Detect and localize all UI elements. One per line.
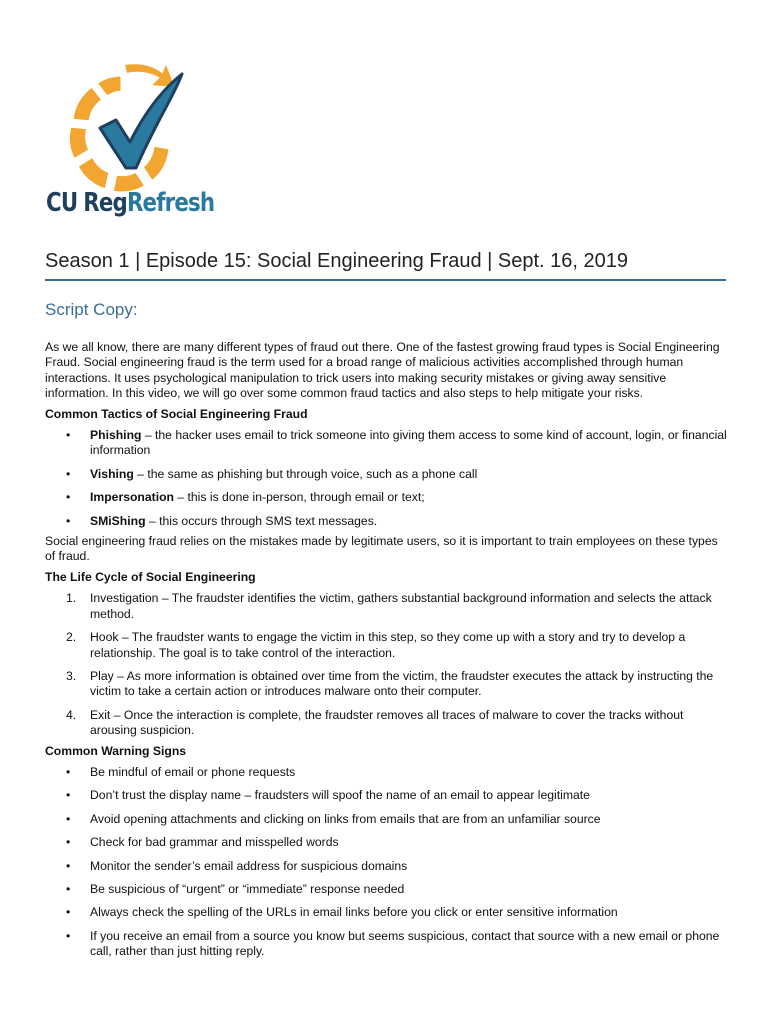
- tactic-term: Impersonation: [90, 490, 174, 505]
- warning-text: Always check the spelling of the URLs in email links before you click or enter sensitive information: [90, 905, 618, 920]
- ring-segment: [77, 156, 110, 190]
- logo-wordmark: [46, 188, 214, 218]
- list-item: [45, 905, 730, 920]
- warning-text: Be mindful of email or phone requests: [90, 764, 296, 779]
- ring-segment: [142, 145, 170, 182]
- warning-text: Monitor the sender’s email address for suspicious domains: [90, 858, 408, 873]
- lifecycle-text: Exit – Once the interaction is complete, the fraudster removes all traces of malware to cover the tracks without arousing suspicion.: [90, 707, 684, 738]
- bullet-icon: •: [66, 835, 71, 850]
- warning-text: Be suspicious of “urgent” or “immediate” response needed: [90, 881, 405, 896]
- list-item: [45, 630, 730, 661]
- warning-text: Avoid opening attachments and clicking on links from emails that are from an unfamiliar source: [90, 811, 601, 826]
- logo-text-refresh: Refresh: [126, 188, 215, 218]
- list-item: [45, 859, 730, 874]
- tactics-heading: Common Tactics of Social Engineering Fraud: [45, 406, 308, 421]
- warning-text: Check for bad grammar and misspelled words: [90, 835, 339, 850]
- tactics-list: [45, 428, 730, 529]
- title-divider: [45, 279, 726, 281]
- list-item: [45, 835, 730, 850]
- list-item: [45, 514, 730, 529]
- tactic-term: Phishing: [90, 428, 142, 443]
- section-subtitle: Script Copy:: [45, 300, 138, 319]
- warning-text: If you receive an email from a source you know but seems suspicious, contact that source with a new email or phone call, rather than just hitting reply.: [90, 928, 720, 959]
- list-item: [45, 591, 730, 622]
- bullet-icon: •: [66, 905, 71, 920]
- list-number: 1.: [66, 591, 77, 606]
- list-number: 4.: [66, 707, 77, 722]
- page-title: Season 1 | Episode 15: Social Engineering Fraud | Sept. 16, 2019: [45, 250, 629, 272]
- list-item: [45, 669, 730, 700]
- list-number: 2.: [66, 630, 77, 645]
- bullet-icon: •: [66, 928, 71, 943]
- list-item: [45, 467, 730, 482]
- list-item: [45, 788, 730, 803]
- warnings-list: [45, 765, 730, 960]
- tactic-text: – the hacker uses email to trick someone into giving them access to some kind of account, login, or financial information: [90, 428, 727, 458]
- intro-paragraph: As we all know, there are many different types of fraud out there. One of the fastest growing fraud types is Social Engineering Fraud. Social engineering fraud is the term used for a broad range of malicious activities accomplished through human interactions. It uses psychological manipulation to trick users into making security mistakes or giving away sensitive information. In this video, we will go over some common fraud tactics and also steps to help mitigate your risks.: [45, 340, 720, 401]
- list-number: 3.: [66, 668, 77, 683]
- tactic-term: Vishing: [90, 466, 134, 481]
- logo-text-cu: CU: [46, 188, 78, 218]
- tactic-text: – this occurs through SMS text messages.: [145, 513, 378, 528]
- warning-text: Don’t trust the display name – fraudsters will spoof the name of an email to appear legitimate: [90, 788, 590, 803]
- ring-segment: [72, 86, 103, 122]
- list-item: [45, 765, 730, 780]
- lifecycle-text: Play – As more information is obtained over time from the victim, the fraudster executes the attack by instructing the victim to take a certain action or introduces malware onto their computer.: [90, 668, 714, 699]
- lifecycle-heading: The Life Cycle of Social Engineering: [45, 569, 256, 584]
- lifecycle-text: Investigation – The fraudster identifies the victim, gathers substantial background information and selects the attack method.: [90, 591, 712, 621]
- list-item: [45, 428, 730, 459]
- warnings-heading: Common Warning Signs: [45, 743, 187, 758]
- bullet-icon: •: [66, 858, 71, 873]
- list-item: [45, 812, 730, 827]
- bullet-icon: •: [66, 428, 71, 443]
- bullet-icon: •: [66, 466, 71, 481]
- list-item: [45, 490, 730, 505]
- document-body: [45, 340, 730, 968]
- lifecycle-list: [45, 591, 730, 738]
- bullet-icon: •: [66, 513, 71, 528]
- list-item: [45, 882, 730, 897]
- bullet-icon: •: [66, 811, 71, 826]
- logo-text-reg: Reg: [83, 188, 127, 218]
- tactic-text: – this is done in-person, through email or text;: [173, 490, 425, 505]
- bullet-icon: •: [66, 490, 71, 505]
- arrow-icon: [124, 62, 176, 88]
- tactic-text: – the same as phishing but through voice, such as a phone call: [133, 466, 478, 481]
- lifecycle-text: Hook – The fraudster wants to engage the victim in this step, so they come up with a story and try to develop a relationship. The goal is to take control of the interaction.: [90, 630, 686, 660]
- bullet-icon: •: [66, 881, 71, 896]
- ring-segment: [68, 126, 90, 160]
- list-item: [45, 929, 730, 960]
- bullet-icon: •: [66, 764, 71, 779]
- tactic-term: SMiShing: [90, 513, 146, 528]
- training-paragraph: Social engineering fraud relies on the mistakes made by legitimate users, so it is important to train employees on these types of fraud.: [45, 534, 718, 564]
- bullet-icon: •: [66, 788, 71, 803]
- list-item: [45, 708, 730, 739]
